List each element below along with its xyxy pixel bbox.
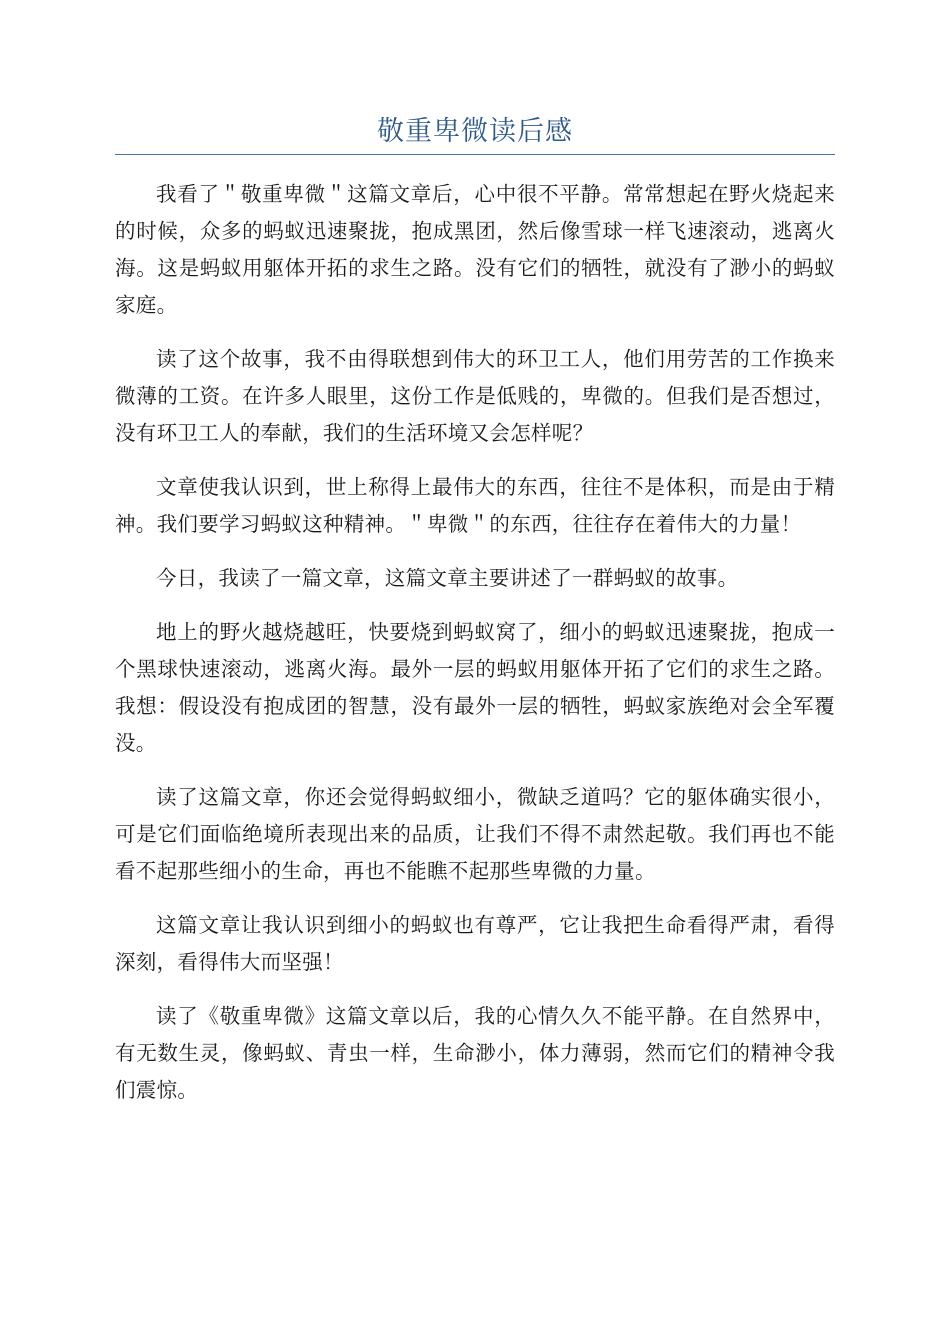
paragraph: 读了《敬重卑微》这篇文章以后，我的心情久久不能平静。在自然界中，有无数生灵，像蚂蚁、青虫一样，生命渺小，体力薄弱，然而它们的精神令我们震惊。 [115,1004,835,1102]
document-body [115,176,835,1126]
paragraph: 文章使我认识到，世上称得上最伟大的东西，往往不是体积，而是由于精神。我们要学习蚂蚁这种精神。＂卑微＂的东西，往往存在着伟大的力量！ [115,475,835,536]
paragraph: 读了这个故事，我不由得联想到伟大的环卫工人，他们用劳苦的工作换来微薄的工资。在许多人眼里，这份工作是低贱的，卑微的。但我们是否想过，没有环卫工人的奉献，我们的生活环境又会怎样呢？ [115,347,835,445]
paragraph: 地上的野火越烧越旺，快要烧到蚂蚁窝了，细小的蚂蚁迅速聚拢，抱成一个黑球快速滚动，逃离火海。最外一层的蚂蚁用躯体开拓了它们的求生之路。我想：假设没有抱成团的智慧，没有最外一层的牺牲，蚂蚁家族绝对会全军覆没。 [115,620,835,755]
document-title: 敬重卑微读后感 [377,116,573,147]
paragraph: 读了这篇文章，你还会觉得蚂蚁细小，微缺乏道吗？它的躯体确实很小，可是它们面临绝境所表现出来的品质，让我们不得不肃然起敬。我们再也不能看不起那些细小的生命，再也不能瞧不起那些卑微的力量。 [115,785,835,883]
paragraph: 这篇文章让我认识到细小的蚂蚁也有尊严，它让我把生命看得严肃，看得深刻，看得伟大而坚强！ [115,913,835,974]
paragraph: 今日，我读了一篇文章，这篇文章主要讲述了一群蚂蚁的故事。 [156,566,739,590]
paragraph: 我看了＂敬重卑微＂这篇文章后，心中很不平静。常常想起在野火烧起来的时候，众多的蚂蚁迅速聚拢，抱成黑团，然后像雪球一样飞速滚动，逃离火海。这是蚂蚁用躯体开拓的求生之路。没有它们的牺牲，就没有了渺小的蚂蚁家庭。 [115,182,835,317]
title-underline [115,154,835,155]
